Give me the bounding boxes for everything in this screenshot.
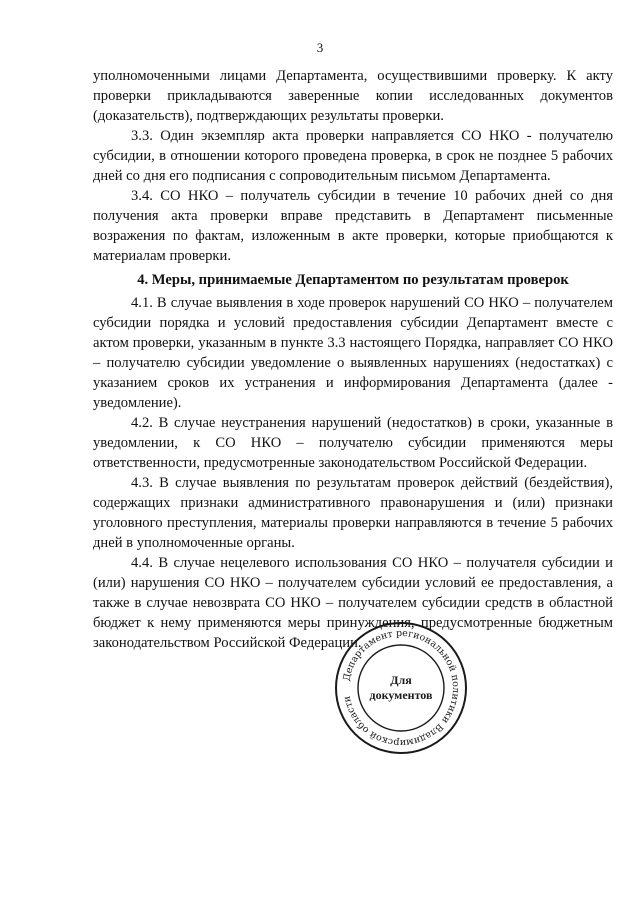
paragraph-3-4: 3.4. СО НКО – получатель субсидии в течение 10 рабочих дней со дня получения акта проверки вправе представить в Департамент письменные возражения по фактам, изложенным в акте проверки, которые приобщаются к материалам проверки.: [93, 188, 613, 264]
paragraph-4-3: 4.3. В случае выявления по результатам проверок действий (бездействия), содержащих признаки административного правонарушения и (или) признаки уголовного преступления, материалы проверки направляются в течение 5 рабочих дней в уполномоченные органы.: [93, 475, 613, 551]
section-heading: 4. Меры, принимаемые Департаментом по результатам проверок: [137, 272, 569, 288]
page-number: 3: [316, 40, 324, 55]
document-body: [93, 66, 613, 653]
stamp-center-line1: Для: [390, 673, 412, 687]
paragraph-4-1: 4.1. В случае выявления в ходе проверок нарушений СО НКО – получателем субсидии порядка и условий предоставления субсидии Департамент вместе с актом проверки, указанным в пункте 3.3 настоящего Порядка, направляет СО НКО – получателю субсидии уведомление о выявленных нарушениях (недостатках) с указанием сроков их устранения и информирования Департамента (далее - уведомление).: [93, 295, 613, 411]
paragraph-3-3: 3.3. Один экземпляр акта проверки направляется СО НКО - получателю субсидии, в отношении которого проведена проверка, в срок не позднее 5 рабочих дней со дня его подписания с сопроводительным письмом Департамента.: [93, 128, 613, 184]
paragraph: уполномоченными лицами Департамента, осуществившими проверку. К акту проверки прикладываются заверенные копии исследованных документов (доказательств), подтверждающих результаты проверки.: [93, 68, 613, 124]
stamp-center-line2: документов: [369, 688, 433, 702]
paragraph-4-4: 4.4. В случае нецелевого использования СО НКО – получателя субсидии и (или) нарушения СО НКО – получателем субсидии условий ее предоставления, а также в случае невозврата СО НКО – получателем субсидии средств в областной бюджет к нему применяются меры принуждения, предусмотренные бюджетным законодательством Российской Федерации.: [93, 555, 613, 651]
paragraph-4-2: 4.2. В случае неустранения нарушений (недостатков) в сроки, указанные в уведомлении, к СО НКО – получателю субсидии применяются меры ответственности, предусмотренные законодательством Российской Федерации.: [93, 415, 613, 471]
department-stamp: [333, 620, 469, 756]
stamp-ring-text: Департамент региональной политики Владимирской области: [341, 627, 462, 749]
